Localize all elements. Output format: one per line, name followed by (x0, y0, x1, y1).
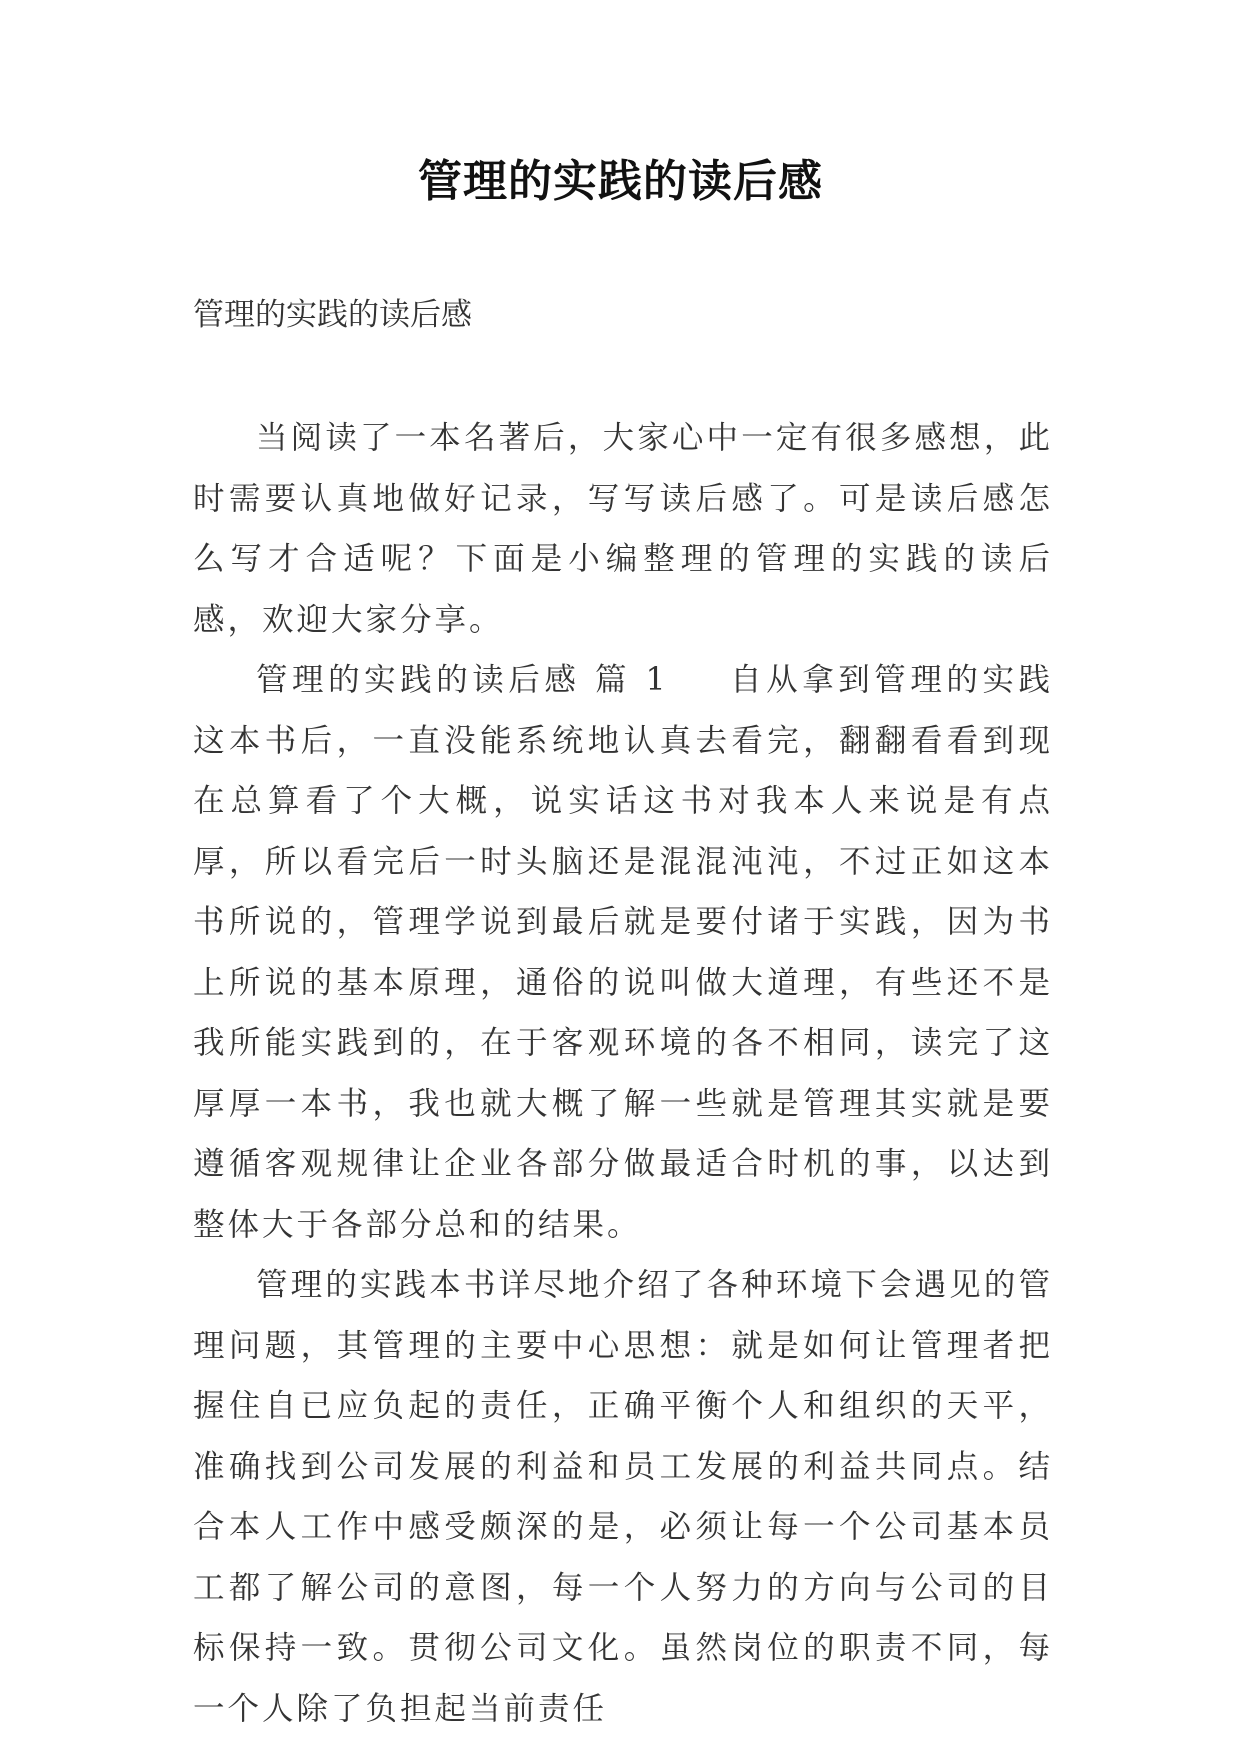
paragraph-body-2 (193, 1255, 1053, 1739)
document-title: 管理的实践的读后感 (418, 156, 823, 207)
paragraph-intro (193, 408, 1053, 650)
section-heading: 管理的实践的读后感 篇 1 (256, 662, 669, 698)
document-subtitle: 管理的实践的读后感 (193, 297, 472, 333)
paragraph-text: 当阅读了一本名著后，大家心中一定有很多感想，此时需要认真地做好记录，写写读后感了。可是读后感怎么写才合适呢？下面是小编整理的管理的实践的读后感，欢迎大家分享。 (193, 420, 1053, 638)
document-body (193, 408, 1053, 1739)
paragraph-text: 自从拿到管理的实践这本书后，一直没能系统地认真去看完，翻翻看看到现在总算看了个大概，说实话这书对我本人来说是有点厚，所以看完后一时头脑还是混混沌沌，不过正如这本书所说的，管理学说到最后就是要付诸于实践，因为书上所说的基本原理，通俗的说叫做大道理，有些还不是我所能实践到的，在于客观环境的各不相同，读完了这厚厚一本书，我也就大概了解一些就是管理其实就是要遵循客观规律让企业各部分做最适合时机的事，以达到整体大于各部分总和的结果。 (193, 662, 1053, 1243)
paragraph-section-1 (193, 650, 1053, 1255)
paragraph-text: 管理的实践本书详尽地介绍了各种环境下会遇见的管理问题，其管理的主要中心思想：就是如何让管理者把握住自已应负起的责任，正确平衡个人和组织的天平，准确找到公司发展的利益和员工发展的利益共同点。结合本人工作中感受颇深的是，必须让每一个公司基本员工都了解公司的意图，每一个人努力的方向与公司的目标保持一致。贯彻公司文化。虽然岗位的职责不同，每一个人除了负担起当前责任 (193, 1267, 1053, 1727)
